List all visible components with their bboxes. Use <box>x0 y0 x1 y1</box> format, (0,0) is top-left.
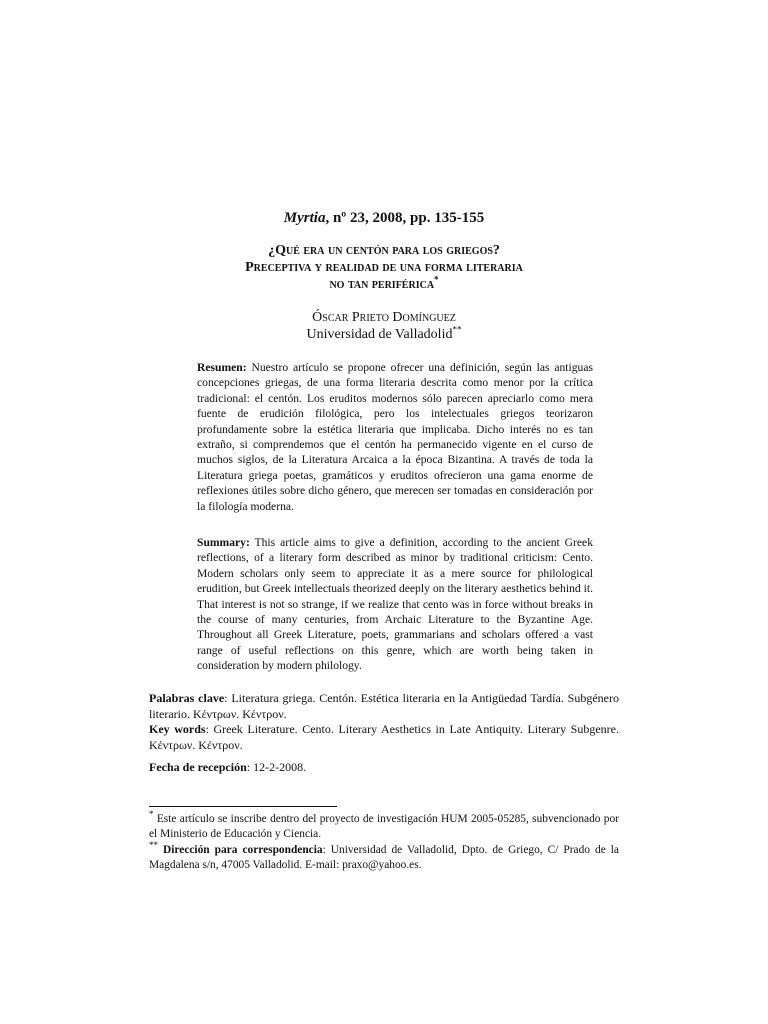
resumen-label: Resumen: <box>197 361 247 374</box>
journal-reference <box>0 210 768 227</box>
affiliation-footnote-mark: ** <box>452 324 462 335</box>
summary-label: Summary: <box>197 536 250 549</box>
title-line-2: Preceptiva y realidad de una forma literaria <box>245 260 523 275</box>
title-line-1: ¿Qué era un centón para los griegos? <box>268 243 500 258</box>
summary-text: This article aims to give a definition, according to the ancient Greek reflections, of a literary form described as minor by traditional criticism: Cento. Modern scholars only seem to appreciate it as a mere source for philological erudition, but Greek intellectuals theorized deeply on the literary aesthetics behind it. That interest is not so strange, if we realize that cento was in force without breaks in the course of many centuries, from Archaic Literature to the Byzantine Age. Throughout all Greek Literature, poets, grammarians and scholars offered a vast range of useful reflections on this genre, which are worth being taken in consideration by modern philology. <box>197 536 593 673</box>
footnote-2: ** Dirección para correspondencia: Universidad de Valladolid, Dpto. de Griego, C/ Prado de la Magdalena s/n, 47005 Valladolid. E-mail: praxo@yahoo.es. <box>149 840 619 872</box>
keywords-spanish: Palabras clave: Literatura griega. Centón. Estética literaria en la Antigüedad Tardía. Subgénero literario. Κέντρων. Κέντρον. <box>149 691 619 721</box>
author-affiliation: Universidad de Valladolid** <box>306 324 462 342</box>
author-name: Óscar Prieto Domínguez <box>312 310 456 325</box>
footnotes <box>149 809 619 874</box>
journal-name: Myrtia <box>283 210 326 226</box>
reception-date: Fecha de recepción: 12-2-2008. <box>149 760 307 774</box>
journal-issue: , nº 23, 2008, pp. 135-155 <box>325 210 485 226</box>
footnote-1: * Este artículo se inscribe dentro del proyecto de investigación HUM 2005-05285, subvencionado por el Ministerio de Educación y Ciencia. <box>149 809 619 841</box>
keywords-english: Key words: Greek Literature. Cento. Literary Aesthetics in Late Antiquity. Literary Subgenre. Κέντρων. Κέντρον. <box>149 722 620 752</box>
abstract-english <box>197 535 593 674</box>
title-footnote-mark: * <box>434 274 439 285</box>
article-title <box>0 242 768 293</box>
resumen-text: Nuestro artículo se propone ofrecer una definición, según las antiguas concepciones griegas, de una forma literaria descrita como menor por la crítica tradicional: el centón. Los eruditos modernos sólo parecen apreciarlo como mera fuente de erudición filológica, pero los intelectuales griegos teorizaron profundamente sobre la estética literaria que implicaba. Dicho interés no es tan extraño, si comprendemos que el centón ha permanecido vigente en el curso de muchos siglos, de la Literatura Arcaica a la época Bizantina. A través de toda la Literatura griega poetas, gramáticos y eruditos ofrecieron una gama enorme de reflexiones útiles sobre dicho género, que merecen ser tomadas en consideración por la filología moderna. <box>197 361 593 513</box>
abstract-spanish <box>197 360 593 514</box>
keywords-block <box>149 691 619 753</box>
title-line-3: no tan periférica* <box>329 274 439 292</box>
footnote-separator <box>149 806 337 807</box>
author-block <box>0 309 768 343</box>
